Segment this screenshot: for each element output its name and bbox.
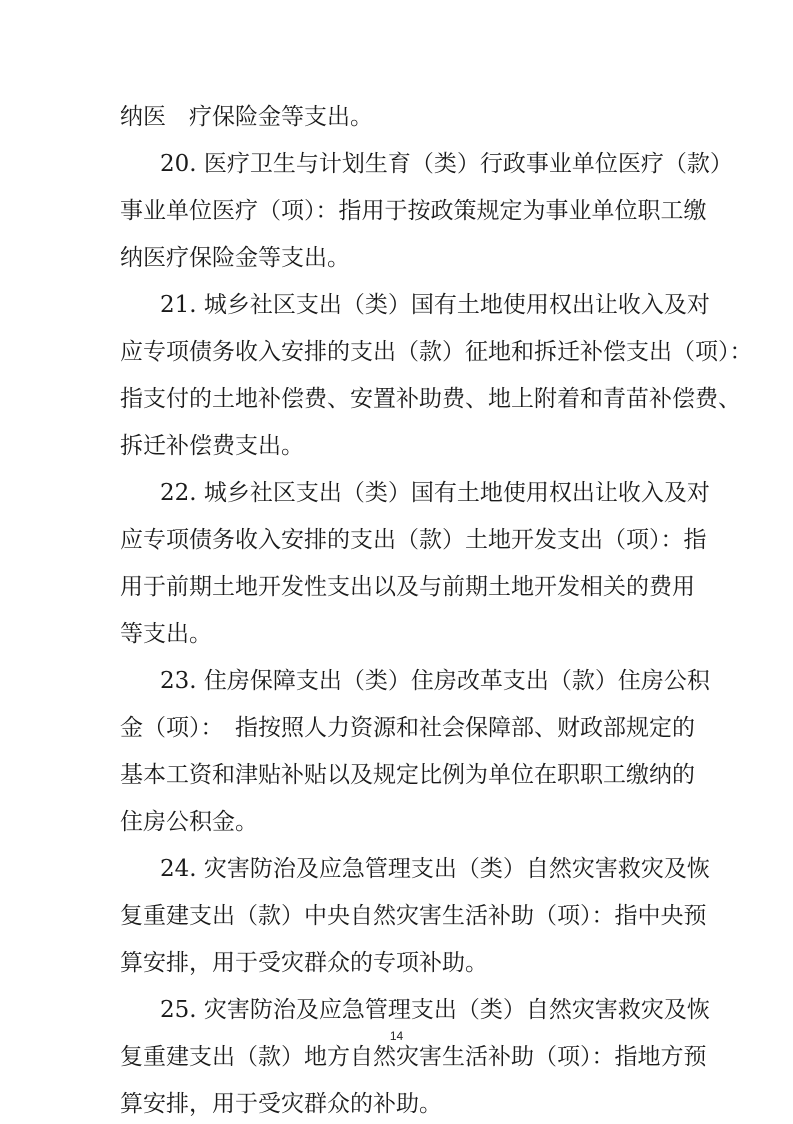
item-23-line-3: 基本工资和津贴补贴以及规定比例为单位在职职工缴纳的	[120, 762, 695, 788]
item-20-line-2: 事业单位医疗（项）：指用于按政策规定为事业单位职工缴	[120, 198, 707, 224]
item-20-line-3: 纳医疗保险金等支出。	[120, 245, 350, 271]
page-number: 14	[389, 1029, 404, 1043]
item-24-line-2: 复重建支出（款）中央自然灾害生活补助（项）：指中央预	[120, 903, 707, 929]
item-20-line-1: 20. 医疗卫生与计划生育（类）行政事业单位医疗（款）	[160, 151, 733, 177]
item-22-line-4: 等支出。	[120, 621, 212, 647]
item-24-line-3: 算安排，用于受灾群众的专项补助。	[120, 950, 488, 976]
item-22-line-3: 用于前期土地开发性支出以及与前期土地开发相关的费用	[120, 574, 695, 600]
item-21-line-4: 拆迁补偿费支出。	[120, 433, 304, 459]
item-23-line-1: 23. 住房保障支出（类）住房改革支出（款）住房公积	[160, 668, 710, 694]
item-22-line-1: 22. 城乡社区支出（类）国有土地使用权出让收入及对	[160, 480, 710, 506]
item-21-line-1: 21. 城乡社区支出（类）国有土地使用权出让收入及对	[160, 292, 710, 318]
paragraph-continuation-line: 纳医 疗保险金等支出。	[120, 104, 373, 130]
item-25-line-1: 25. 灾害防治及应急管理支出（类）自然灾害救灾及恢	[160, 997, 710, 1023]
item-21-line-3: 指支付的土地补偿费、安置补助费、地上附着和青苗补偿费、	[120, 386, 741, 412]
item-22-line-2: 应专项债务收入安排的支出（款）土地开发支出（项）：指	[120, 527, 707, 553]
item-23-line-2: 金（项）： 指按照人力资源和社会保障部、财政部规定的	[120, 715, 695, 741]
item-25-line-3: 算安排，用于受灾群众的补助。	[120, 1091, 442, 1117]
item-23-line-4: 住房公积金。	[120, 809, 258, 835]
item-24-line-1: 24. 灾害防治及应急管理支出（类）自然灾害救灾及恢	[160, 856, 710, 882]
item-25-line-2: 复重建支出（款）地方自然灾害生活补助（项）：指地方预	[120, 1044, 707, 1070]
item-21-line-2: 应专项债务收入安排的支出（款）征地和拆迁补偿支出（项）：	[120, 339, 753, 365]
